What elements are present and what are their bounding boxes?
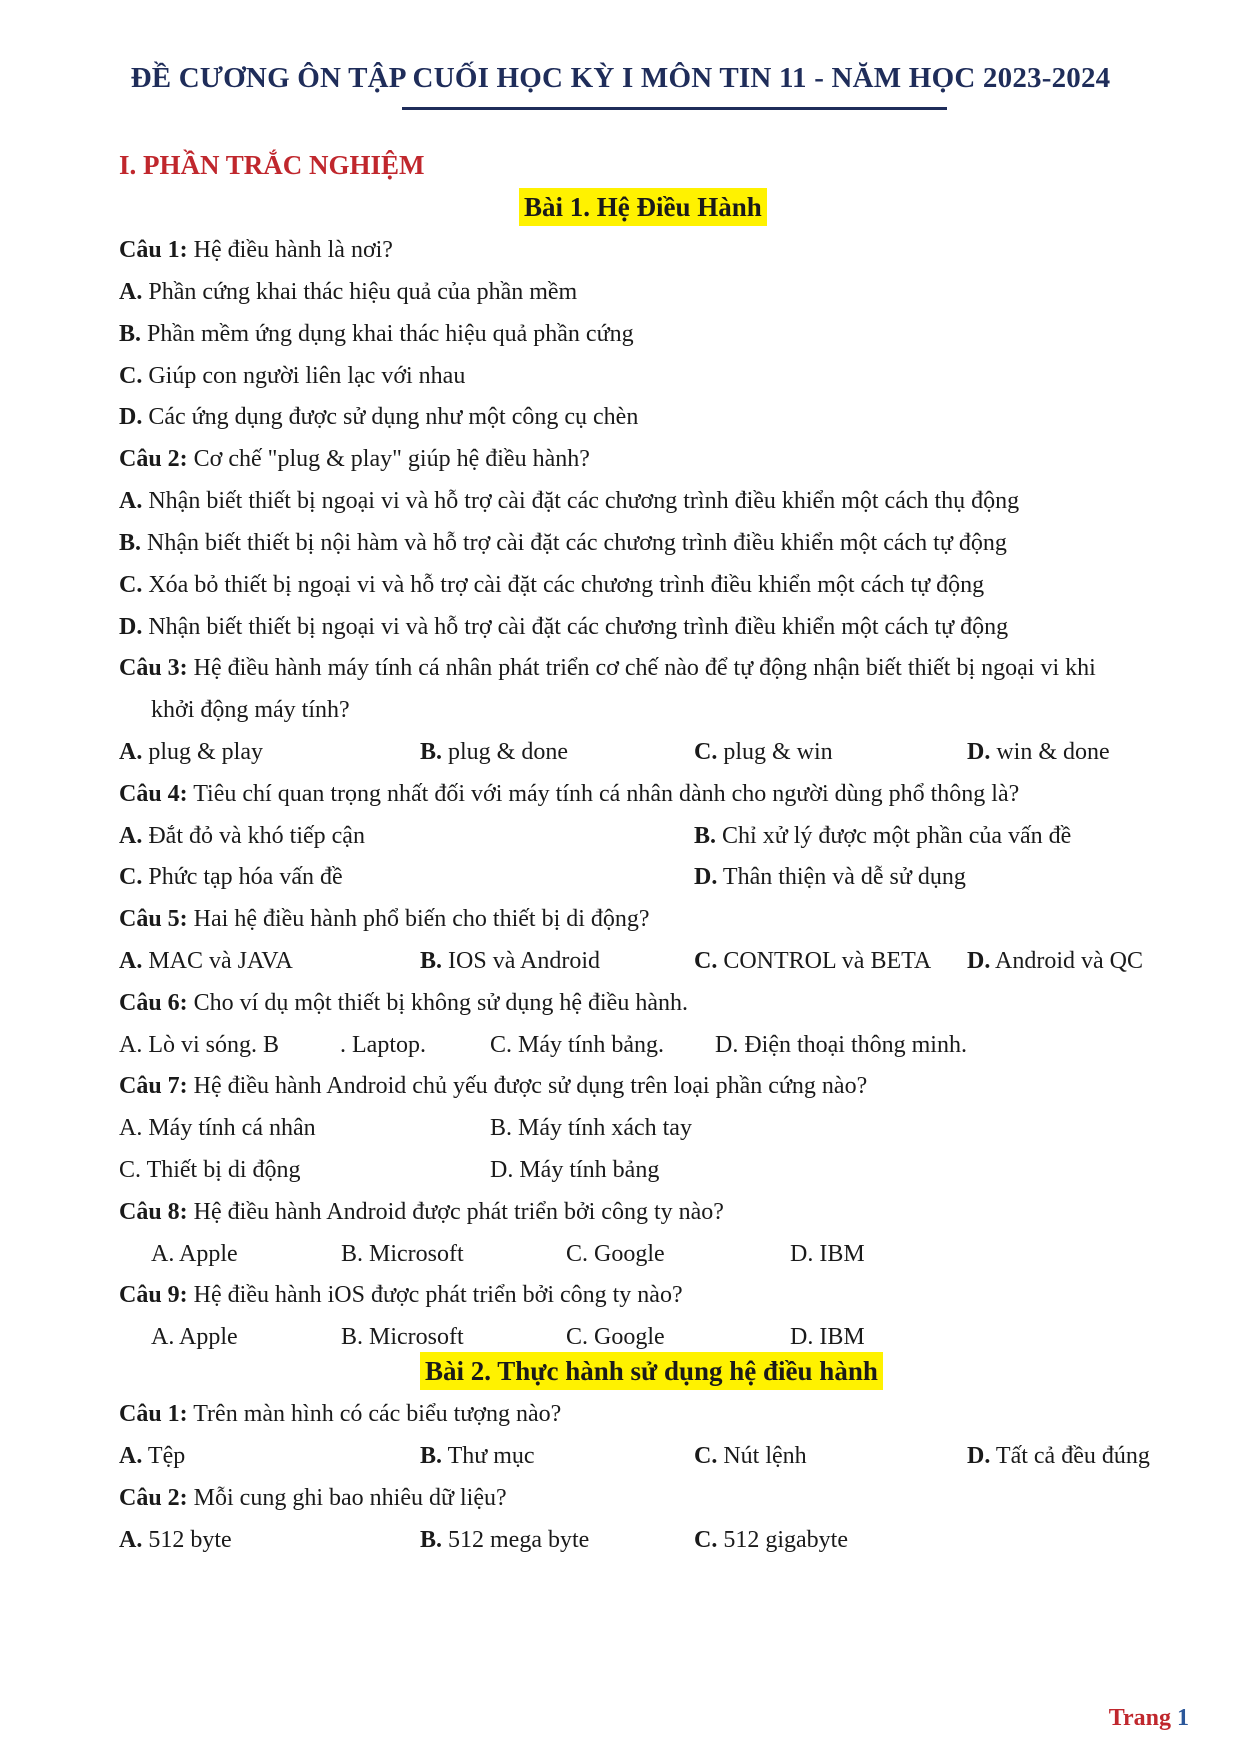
option-c: C. plug & win bbox=[694, 739, 833, 765]
question-5: Câu 5: Hai hệ điều hành phổ biến cho thiết bị di động? bbox=[119, 906, 650, 932]
option-d: D. Tất cả đều đúng bbox=[967, 1443, 1150, 1469]
option-a: A. Đắt đỏ và khó tiếp cận bbox=[119, 823, 365, 849]
question-9: Câu 9: Hệ điều hành iOS được phát triển bởi công ty nào? bbox=[119, 1282, 683, 1308]
option-a: A. 512 byte bbox=[119, 1527, 232, 1553]
question-1: Câu 1: Trên màn hình có các biểu tượng nào? bbox=[119, 1401, 562, 1427]
option-d: D. Nhận biết thiết bị ngoại vi và hỗ trợ cài đặt các chương trình điều khiển một cách tự động bbox=[119, 614, 1009, 640]
lesson-1-title: Bài 1. Hệ Điều Hành bbox=[519, 188, 767, 226]
option-a: A. Lò vi sóng. B bbox=[119, 1032, 280, 1058]
option-a: A. Máy tính cá nhân bbox=[119, 1115, 316, 1141]
option-a: A. Tệp bbox=[119, 1443, 186, 1469]
option-a: A. Nhận biết thiết bị ngoại vi và hỗ trợ cài đặt các chương trình điều khiển một cách thụ động bbox=[119, 488, 1020, 514]
option-b: B. Microsoft bbox=[341, 1324, 464, 1350]
question-1: Câu 1: Hệ điều hành là nơi? bbox=[119, 237, 393, 263]
option-c: C. Xóa bỏ thiết bị ngoại vi và hỗ trợ cài đặt các chương trình điều khiển một cách tự động bbox=[119, 572, 985, 598]
option-d: D. IBM bbox=[790, 1324, 865, 1350]
section-heading: I. PHẦN TRẮC NGHIỆM bbox=[119, 150, 425, 180]
option-b: B. Thư mục bbox=[420, 1443, 535, 1469]
option-a: A. plug & play bbox=[119, 739, 263, 765]
option-c: C. Google bbox=[566, 1241, 665, 1267]
question-6: Câu 6: Cho ví dụ một thiết bị không sử dụng hệ điều hành. bbox=[119, 990, 688, 1016]
option-a: A. Phần cứng khai thác hiệu quả của phần mềm bbox=[119, 279, 578, 305]
option-b: B. Phần mềm ứng dụng khai thác hiệu quả phần cứng bbox=[119, 321, 634, 347]
option-b: B. Microsoft bbox=[341, 1241, 464, 1267]
lesson-2-title: Bài 2. Thực hành sử dụng hệ điều hành bbox=[420, 1352, 883, 1390]
option-d: D. Các ứng dụng được sử dụng như một công cụ chèn bbox=[119, 404, 639, 430]
option-b: B. 512 mega byte bbox=[420, 1527, 590, 1553]
option-d: D. Android và QC bbox=[967, 948, 1144, 974]
option-c: C. CONTROL và BETA bbox=[694, 948, 932, 974]
option-b: B. plug & done bbox=[420, 739, 569, 765]
option-d: D. Điện thoại thông minh. bbox=[715, 1032, 967, 1058]
page-number: Trang 1 bbox=[1108, 1705, 1189, 1731]
option-c: C. Phức tạp hóa vấn đề bbox=[119, 864, 343, 890]
question-8: Câu 8: Hệ điều hành Android được phát triển bởi công ty nào? bbox=[119, 1199, 724, 1225]
option-c: C. Máy tính bảng. bbox=[490, 1032, 664, 1058]
option-a: A. Apple bbox=[151, 1241, 238, 1267]
option-d: D. Thân thiện và dễ sử dụng bbox=[694, 864, 966, 890]
question-3-continuation: khởi động máy tính? bbox=[151, 697, 350, 723]
option-c: C. Giúp con người liên lạc với nhau bbox=[119, 363, 466, 389]
question-2: Câu 2: Mỗi cung ghi bao nhiêu dữ liệu? bbox=[119, 1485, 507, 1511]
option-b: B. IOS và Android bbox=[420, 948, 601, 974]
option-c: C. Thiết bị di động bbox=[119, 1157, 301, 1183]
option-b: B. Nhận biết thiết bị nội hàm và hỗ trợ cài đặt các chương trình điều khiển một cách tự động bbox=[119, 530, 1007, 556]
question-3: Câu 3: Hệ điều hành máy tính cá nhân phát triển cơ chế nào để tự động nhận biết thiết bị ngoại vi khi bbox=[119, 655, 1096, 681]
question-2: Câu 2: Cơ chế "plug & play" giúp hệ điều hành? bbox=[119, 446, 590, 472]
option-b: B. Chỉ xử lý được một phần của vấn đề bbox=[694, 823, 1072, 849]
option-b: B. Máy tính xách tay bbox=[490, 1115, 692, 1141]
title-underline bbox=[402, 107, 947, 110]
option-d: D. IBM bbox=[790, 1241, 865, 1267]
option-d: D. Máy tính bảng bbox=[490, 1157, 660, 1183]
question-7: Câu 7: Hệ điều hành Android chủ yếu được sử dụng trên loại phần cứng nào? bbox=[119, 1073, 868, 1099]
option-d: D. win & done bbox=[967, 739, 1110, 765]
document-title: ĐỀ CƯƠNG ÔN TẬP CUỐI HỌC KỲ I MÔN TIN 11 - NĂM HỌC 2023-2024 bbox=[130, 62, 1111, 94]
option-c: C. Google bbox=[566, 1324, 665, 1350]
option-a: A. Apple bbox=[151, 1324, 238, 1350]
option-a: A. MAC và JAVA bbox=[119, 948, 293, 974]
option-c: C. 512 gigabyte bbox=[694, 1527, 848, 1553]
option-c: C. Nút lệnh bbox=[694, 1443, 807, 1469]
option-b: . Laptop. bbox=[340, 1032, 426, 1058]
question-4: Câu 4: Tiêu chí quan trọng nhất đối với máy tính cá nhân dành cho người dùng phổ thông là? bbox=[119, 781, 1020, 807]
